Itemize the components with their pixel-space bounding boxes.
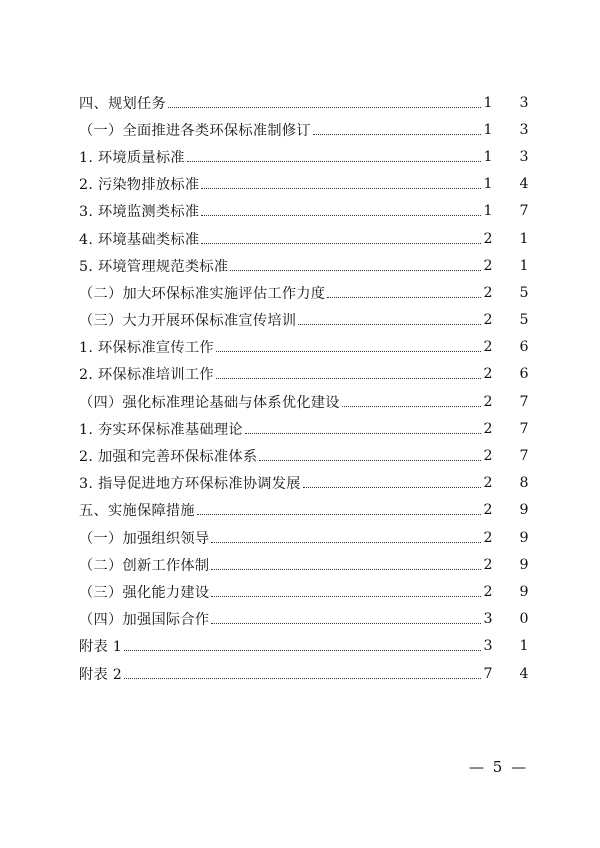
- toc-entry-page: [483, 475, 529, 491]
- toc-entry[interactable]: [79, 198, 529, 225]
- toc-entry-title: 2. 环保标准培训工作: [79, 367, 214, 384]
- page-digit-1: 2: [483, 529, 493, 546]
- page-digit-1: 2: [483, 230, 493, 247]
- dot-leader: [303, 486, 481, 488]
- toc-entry-title: 2. 污染物排放标准: [79, 177, 200, 194]
- toc-entry-page: [483, 366, 529, 382]
- dot-leader: [216, 350, 481, 352]
- toc-entry-page: [483, 666, 529, 682]
- toc-entry[interactable]: [79, 470, 529, 497]
- toc-entry[interactable]: [79, 334, 529, 361]
- toc-entry[interactable]: [79, 361, 529, 388]
- toc-entry[interactable]: [79, 225, 529, 252]
- toc-entry-title: 3. 指导促进地方环保标准协调发展: [79, 476, 301, 493]
- page-digit-2: 4: [519, 176, 529, 193]
- toc-entry-title: （四）强化标准理论基础与体系优化建设: [79, 394, 340, 411]
- toc-entry[interactable]: [79, 116, 529, 143]
- toc-entry-title: 1. 夯实环保标准基础理论: [79, 421, 243, 438]
- page-digit-1: 2: [483, 339, 493, 356]
- table-of-contents: [79, 89, 529, 687]
- toc-entry-page: [483, 312, 529, 328]
- page-digit-2: 9: [519, 502, 529, 519]
- toc-entry-title: 五、实施保障措施: [79, 503, 195, 520]
- toc-entry-title: 1. 环保标准宣传工作: [79, 340, 214, 357]
- toc-entry[interactable]: [79, 388, 529, 415]
- page-digit-1: 2: [483, 257, 493, 274]
- toc-entry-title: （二）加大环保标准实施评估工作力度: [79, 285, 326, 302]
- dot-leader: [342, 405, 481, 407]
- toc-entry-title: （一）全面推进各类环保标准制修订: [79, 122, 311, 139]
- page-digit-1: 1: [483, 148, 493, 165]
- toc-entry-page: [483, 231, 529, 247]
- page-digit-2: 7: [519, 393, 529, 410]
- page-digit-2: 6: [519, 366, 529, 383]
- page-digit-2: 1: [519, 230, 529, 247]
- dot-leader: [201, 214, 481, 216]
- toc-entry[interactable]: [79, 633, 529, 660]
- page-digit-1: 3: [483, 638, 493, 655]
- toc-entry[interactable]: [79, 497, 529, 524]
- dot-leader: [187, 160, 481, 162]
- toc-entry-page: [483, 285, 529, 301]
- page-digit-1: 1: [483, 121, 493, 138]
- page-digit-1: 2: [483, 583, 493, 600]
- page-digit-2: 0: [519, 611, 529, 628]
- toc-entry-page: [483, 149, 529, 165]
- toc-entry[interactable]: [79, 171, 529, 198]
- page-digit-2: 1: [519, 638, 529, 655]
- toc-entry-title: 附表 1: [79, 639, 123, 656]
- page-digit-1: 2: [483, 393, 493, 410]
- toc-entry-page: [483, 584, 529, 600]
- toc-entry-title: 5. 环境管理规范类标准: [79, 258, 229, 275]
- toc-entry[interactable]: [79, 551, 529, 578]
- page-digit-2: 7: [519, 420, 529, 437]
- dot-leader: [201, 187, 481, 189]
- dot-leader: [216, 377, 481, 379]
- toc-entry-page: [483, 638, 529, 654]
- toc-entry[interactable]: [79, 578, 529, 605]
- page-digit-1: 2: [483, 366, 493, 383]
- dot-leader: [259, 459, 481, 461]
- toc-entry[interactable]: [79, 252, 529, 279]
- toc-entry[interactable]: [79, 279, 529, 306]
- page-digit-1: 2: [483, 502, 493, 519]
- toc-entry[interactable]: [79, 89, 529, 116]
- page-digit-1: 2: [483, 448, 493, 465]
- page-digit-2: 5: [519, 284, 529, 301]
- dot-leader: [201, 242, 481, 244]
- page-digit-2: 9: [519, 583, 529, 600]
- dot-leader: [327, 296, 481, 298]
- page-digit-2: 8: [519, 475, 529, 492]
- toc-entry[interactable]: [79, 143, 529, 170]
- page-digit-2: 3: [519, 121, 529, 138]
- toc-entry-page: [483, 203, 529, 219]
- toc-entry-title: 四、规划任务: [79, 95, 166, 112]
- page-digit-2: 9: [519, 529, 529, 546]
- toc-entry-page: [483, 502, 529, 518]
- toc-entry[interactable]: [79, 524, 529, 551]
- page-digit-1: 2: [483, 556, 493, 573]
- toc-entry-title: （一）加强组织领导: [79, 530, 210, 547]
- toc-entry-page: [483, 339, 529, 355]
- dot-leader: [230, 269, 481, 271]
- toc-entry-page: [483, 530, 529, 546]
- toc-entry-title: （二）创新工作体制: [79, 557, 210, 574]
- page-digit-1: 3: [483, 611, 493, 628]
- dot-leader: [168, 106, 481, 108]
- toc-entry-title: （四）加强国际合作: [79, 612, 210, 629]
- page-digit-2: 6: [519, 339, 529, 356]
- toc-entry-page: [483, 421, 529, 437]
- toc-entry-title: 4. 环境基础类标准: [79, 231, 200, 248]
- dot-leader: [197, 513, 481, 515]
- toc-entry-page: [483, 611, 529, 627]
- toc-entry-title: （三）强化能力建设: [79, 584, 210, 601]
- page-digit-1: 1: [483, 176, 493, 193]
- page-digit-2: 7: [519, 448, 529, 465]
- toc-entry-page: [483, 557, 529, 573]
- page-digit-1: 2: [483, 475, 493, 492]
- toc-entry-title: 附表 2: [79, 666, 123, 683]
- toc-entry[interactable]: [79, 415, 529, 442]
- toc-entry-page: [483, 394, 529, 410]
- dot-leader: [211, 541, 481, 543]
- dot-leader: [245, 432, 481, 434]
- dot-leader: [211, 595, 481, 597]
- page-digit-1: 1: [483, 203, 493, 220]
- dot-leader: [211, 568, 481, 570]
- toc-entry[interactable]: [79, 606, 529, 633]
- toc-entry[interactable]: [79, 660, 529, 687]
- toc-entry-title: 2. 加强和完善环保标准体系: [79, 449, 258, 466]
- page-number: — 5 —: [469, 758, 529, 776]
- page-digit-2: 5: [519, 312, 529, 329]
- dot-leader: [124, 677, 481, 679]
- toc-entry-title: （三）大力开展环保标准宣传培训: [79, 313, 297, 330]
- page-digit-1: 1: [483, 94, 493, 111]
- page-digit-1: 2: [483, 420, 493, 437]
- toc-entry-page: [483, 258, 529, 274]
- toc-entry[interactable]: [79, 307, 529, 334]
- toc-entry[interactable]: [79, 442, 529, 469]
- dot-leader: [124, 649, 481, 651]
- dot-leader: [313, 133, 481, 135]
- page-digit-1: 7: [483, 665, 493, 682]
- page-digit-2: 4: [519, 665, 529, 682]
- page-digit-1: 2: [483, 284, 493, 301]
- page-digit-2: 7: [519, 203, 529, 220]
- dot-leader: [211, 622, 481, 624]
- toc-entry-page: [483, 122, 529, 138]
- page-digit-2: 3: [519, 94, 529, 111]
- toc-entry-title: 3. 环境监测类标准: [79, 204, 200, 221]
- page-digit-1: 2: [483, 312, 493, 329]
- dot-leader: [298, 323, 481, 325]
- toc-entry-page: [483, 95, 529, 111]
- page-digit-2: 3: [519, 148, 529, 165]
- toc-entry-page: [483, 176, 529, 192]
- page-digit-2: 9: [519, 556, 529, 573]
- page-digit-2: 1: [519, 257, 529, 274]
- toc-entry-page: [483, 448, 529, 464]
- toc-entry-title: 1. 环境质量标准: [79, 149, 185, 166]
